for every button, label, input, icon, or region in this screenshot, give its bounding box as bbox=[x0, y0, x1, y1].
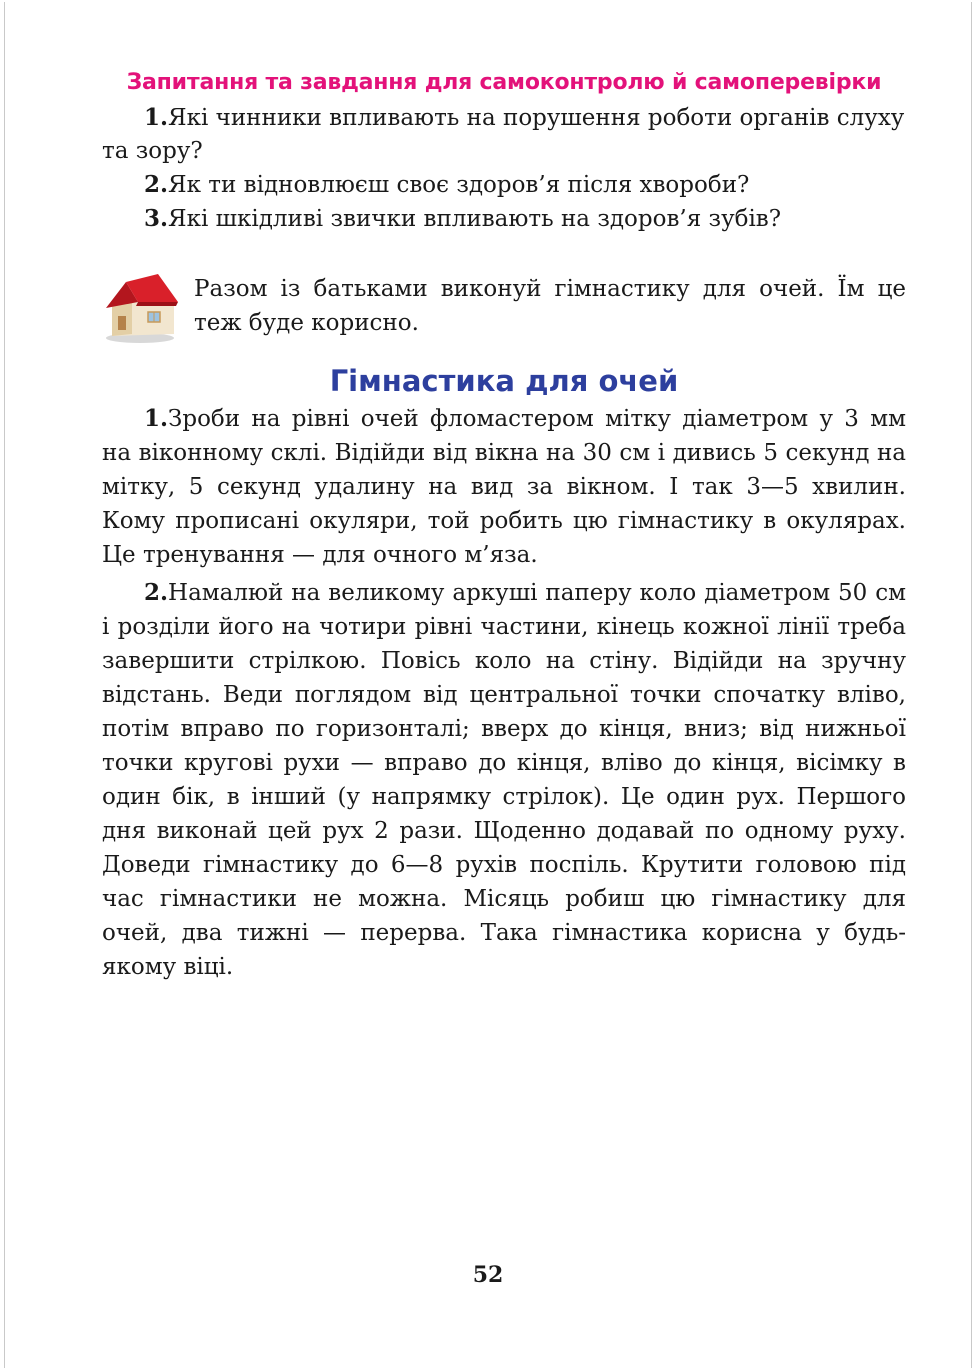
question-text: Як ти відновлюєш своє здоров’я після хвороби? bbox=[168, 172, 750, 198]
house-icon bbox=[102, 272, 180, 344]
question-2 bbox=[102, 168, 906, 202]
exercise-1 bbox=[102, 402, 906, 572]
exercise-text: Зроби на рівні очей фломастером мітку діаметром у 3 мм на віконному склі. Відійди від вікна на 30 см і дивись 5 секунд на мітку, 5 секунд удалину на вид за вікном. І так 3—5 хвилин. Кому прописані окуляри, той робить цю гімнастику в окулярах. Це тренування — для очного м’яза. bbox=[102, 406, 906, 568]
question-number: 2. bbox=[144, 171, 169, 198]
question-text: Які чинники впливають на порушення роботи органів слуху та зору? bbox=[102, 105, 905, 164]
question-1 bbox=[102, 101, 906, 168]
section-heading: Запитання та завдання для самоконтролю й самоперевірки bbox=[126, 70, 882, 95]
exercise-number: 2. bbox=[144, 579, 169, 606]
exercise-2 bbox=[102, 576, 906, 984]
exercise-number: 1. bbox=[144, 405, 169, 432]
home-task bbox=[102, 272, 906, 362]
home-task-text: Разом із батьками виконуй гімнастику для очей. Їм це теж буде корисно. bbox=[194, 276, 906, 336]
page-number: 52 bbox=[472, 1262, 504, 1288]
page-content bbox=[102, 70, 906, 984]
question-3 bbox=[102, 202, 906, 236]
question-number: 1. bbox=[144, 104, 169, 131]
question-number: 3. bbox=[144, 205, 169, 232]
question-text: Які шкідливі звички впливають на здоров’я зубів? bbox=[168, 206, 782, 232]
gymnastics-title: Гімнастика для очей bbox=[329, 364, 679, 398]
exercise-text: Намалюй на великому аркуші паперу коло діаметром 50 см і розділи його на чотири рівні частини, кінець кожної лінії треба завершити стрілкою. Повісь коло на стіну. Відійди на зручну відстань. Веди поглядом від центральної точки спочатку вліво, потім вправо по горизонталі; вверх до кінця, вниз; від нижньої точки кругові рухи — вправо до кінця, вліво до кінця, вісімку в один бік, в інший (у напрямку стрілок). Це один рух. Першого дня виконай цей рух 2 рази. Щоденно додавай по одному руху. Доведи гімнастику до 6—8 рухів поспіль. Крутити головою під час гімнастики не можна. Місяць робиш цю гімнастику для очей, два тижні — перерва. Така гімнастика корисна у будь-якому віці. bbox=[102, 580, 906, 980]
